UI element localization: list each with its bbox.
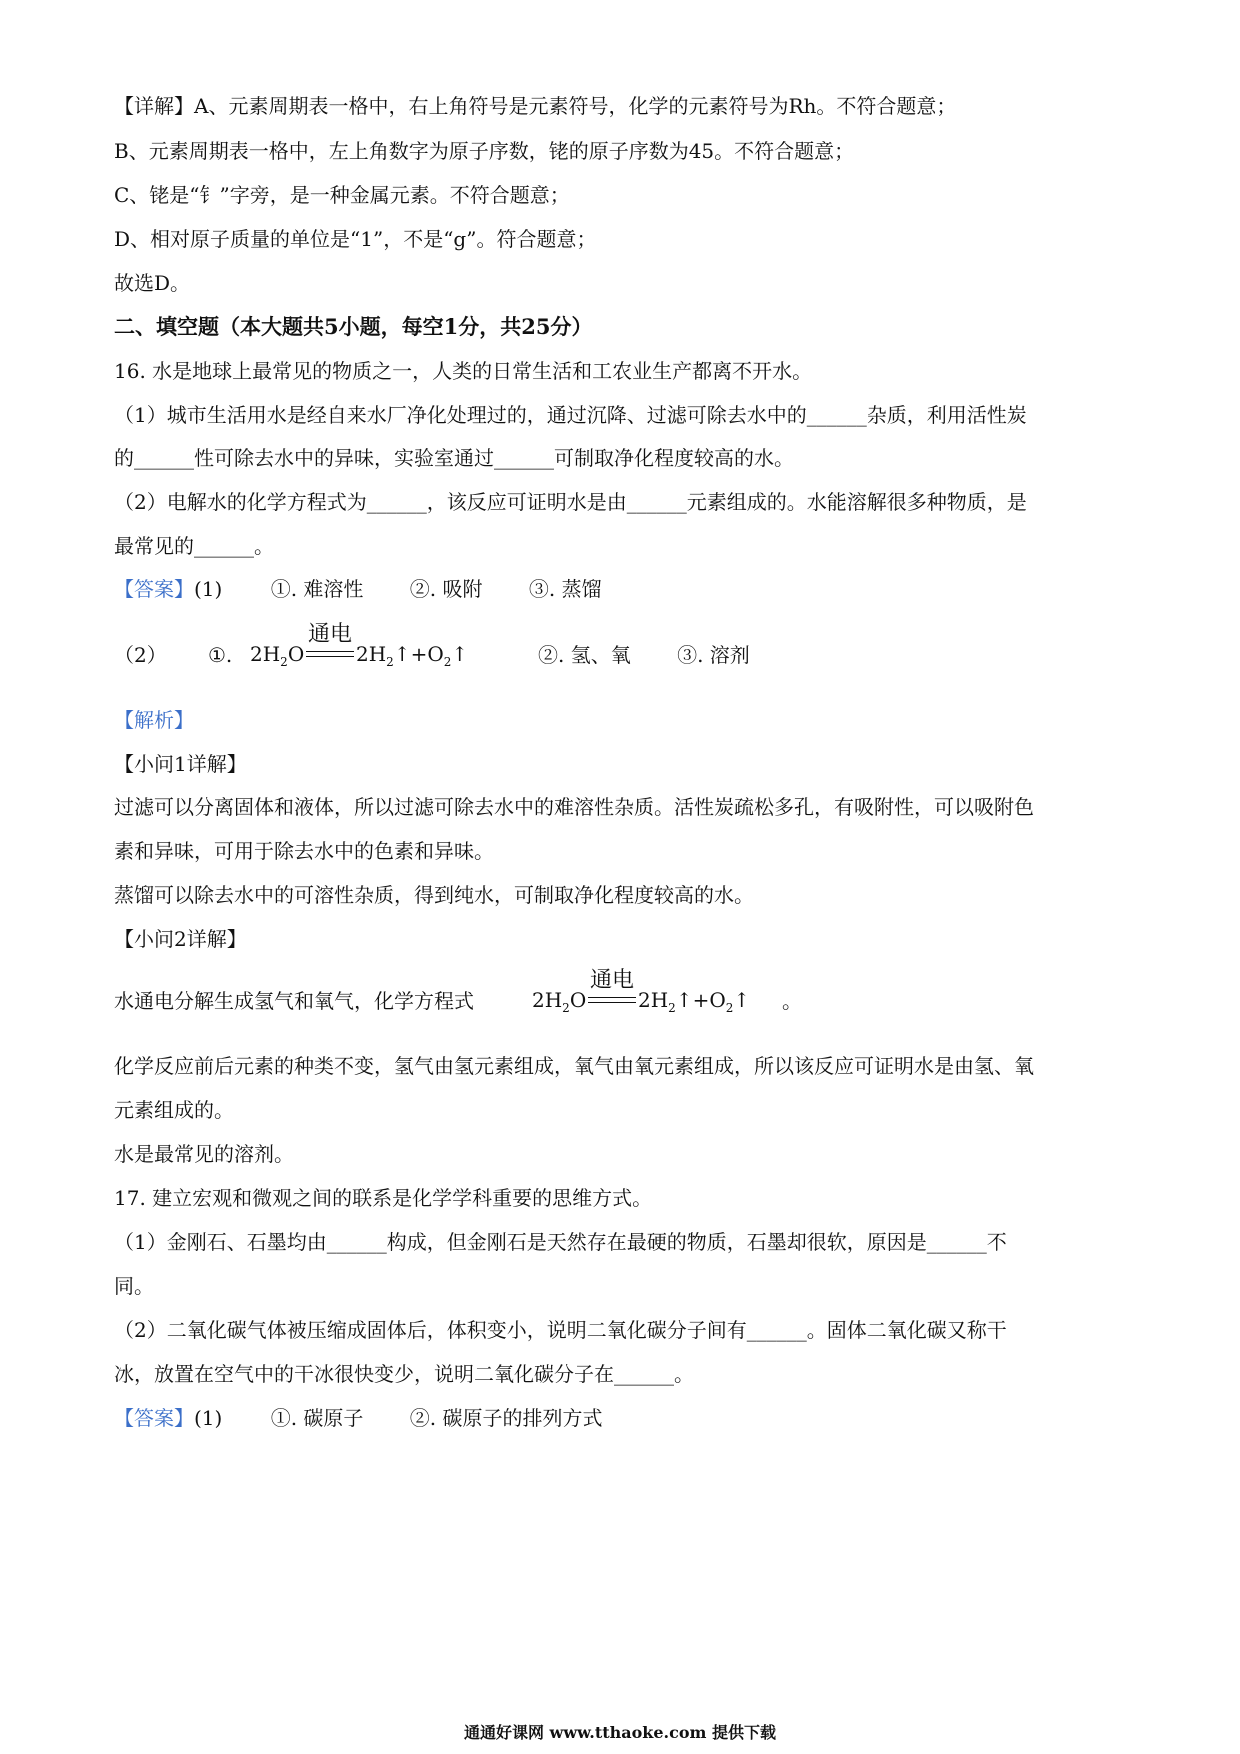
- answer-tag: 【答案】: [114, 1406, 194, 1430]
- chemical-equation: [250, 622, 500, 676]
- eq-double-line: [588, 997, 636, 1003]
- eq-products: $2H_2↑+O_2↑$: [356, 642, 469, 669]
- sub2-line3: 元素组成的。: [114, 1098, 234, 1122]
- q16-answer-2-items: [538, 641, 750, 669]
- q17-part2-line1: （2）二氧化碳气体被压缩成固体后，体积变小，说明二氧化碳分子间有______。固体二氧化碳又称干: [114, 1318, 1007, 1342]
- q17-part2-line2: 冰，放置在空气中的干冰很快变少，说明二氧化碳分子在______。: [114, 1362, 694, 1386]
- sub1-line3: 蒸馏可以除去水中的可溶性杂质，得到纯水，可制取净化程度较高的水。: [114, 883, 754, 907]
- answer-tag: 【答案】: [114, 577, 194, 601]
- eq-reactant: $2H_2O$: [532, 988, 587, 1015]
- q16-part1-line2: 的______性可除去水中的异味，实验室通过______可制取净化程度较高的水。: [114, 446, 794, 470]
- eq-reactant: $2H_2O$: [250, 642, 305, 669]
- sub2-equation-prefix: 水通电分解生成氢气和氧气，化学方程式: [114, 989, 474, 1013]
- analysis-tag: 【解析】: [114, 708, 194, 732]
- sub2-title: 【小问2详解】: [114, 927, 247, 951]
- sub2-line4: 水是最常见的溶剂。: [114, 1142, 294, 1166]
- q17-part1-line2: 同。: [114, 1274, 154, 1298]
- q16-answer-1: [114, 575, 602, 603]
- eq-condition: 通电: [590, 968, 635, 993]
- eq-condition: 通电: [308, 622, 353, 647]
- q17-stem: 17. 建立宏观和微观之间的联系是化学学科重要的思维方式。: [114, 1186, 653, 1210]
- sub2-line2: 化学反应前后元素的种类不变，氢气由氢元素组成，氧气由氧元素组成，所以该反应可证明水是由氢、氧: [114, 1054, 1034, 1078]
- eq-double-line: [306, 651, 354, 657]
- q16-part2-line2: 最常见的______。: [114, 534, 274, 558]
- answer-item: ③. 溶剂: [677, 643, 750, 667]
- q16-answer-2-item1-label: ①.: [208, 643, 233, 667]
- footer-credit: 通通好课网 www.tthaoke.com 提供下载: [463, 1723, 777, 1742]
- answer-item: ①. 碳原子: [270, 1406, 364, 1430]
- prev-explanation-c: C、铑是“钅”字旁，是一种金属元素。不符合题意；: [114, 183, 570, 207]
- prev-conclusion: 故选D。: [114, 271, 191, 295]
- prev-explanation-a: 【详解】A、元素周期表一格中，右上角符号是元素符号，化学的元素符号为Rh。不符合题意；: [114, 94, 957, 118]
- prev-explanation-b: B、元素周期表一格中，左上角数字为原子序数，铑的原子序数为45。不符合题意；: [114, 139, 855, 163]
- prev-explanation-d: D、相对原子质量的单位是“1”，不是“g”。符合题意；: [114, 227, 597, 251]
- sub2-equation-suffix: 。: [782, 989, 802, 1013]
- answer-item: ②. 碳原子的排列方式: [409, 1406, 603, 1430]
- q16-answer-2-label: （2）: [114, 643, 167, 667]
- answer-item: ①. 难溶性: [270, 577, 364, 601]
- eq-products: $2H_2↑+O_2↑$: [638, 988, 751, 1015]
- answer-part-label: (1): [194, 577, 223, 601]
- chemical-equation-2: [532, 968, 782, 1022]
- answer-item: ②. 吸附: [409, 577, 483, 601]
- sub1-line1: 过滤可以分离固体和液体，所以过滤可除去水中的难溶性杂质。活性炭疏松多孔，有吸附性，可以吸附色: [114, 795, 1034, 819]
- q16-part2-line1: （2）电解水的化学方程式为______，该反应可证明水是由______元素组成的。水能溶解很多种物质，是: [114, 490, 1027, 514]
- q16-part1-line1: （1）城市生活用水是经自来水厂净化处理过的，通过沉降、过滤可除去水中的______杂质，利用活性炭: [114, 403, 1027, 427]
- answer-item: ②. 氢、氧: [538, 643, 631, 667]
- section-title: 二、填空题（本大题共5小题，每空1分，共25分）: [114, 314, 593, 339]
- q16-stem: 16. 水是地球上最常见的物质之一，人类的日常生活和工农业生产都离不开水。: [114, 359, 813, 383]
- sub1-line2: 素和异味，可用于除去水中的色素和异味。: [114, 839, 494, 863]
- answer-part-label: (1): [194, 1406, 223, 1430]
- answer-item: ③. 蒸馏: [528, 577, 602, 601]
- q17-part1-line1: （1）金刚石、石墨均由______构成，但金刚石是天然存在最硬的物质，石墨却很软，原因是______不: [114, 1230, 1007, 1254]
- sub1-title: 【小问1详解】: [114, 752, 247, 776]
- q17-answer-1: [114, 1404, 603, 1432]
